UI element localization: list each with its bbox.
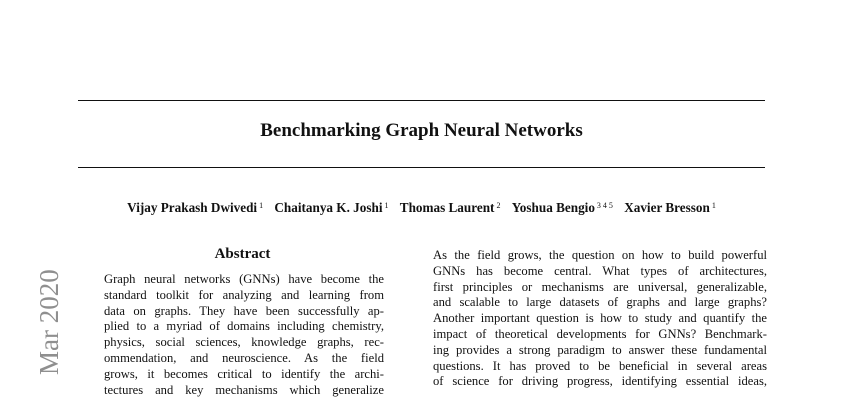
author-affiliation: 3 4 5: [596, 201, 613, 210]
author: Yoshua Bengio $^{3 4 5}$: [511, 200, 613, 215]
introduction-text: [433, 248, 767, 390]
title-rule-top: [78, 100, 765, 101]
arxiv-side-stamp: Mar 2020: [34, 269, 64, 375]
text-line: Another important question is how to study and quantify the: [433, 311, 767, 326]
author-affiliation: 1: [384, 201, 389, 210]
text-line: ing provides a strong paradigm to answer these fundamental: [433, 342, 767, 357]
text-line: data on graphs. They have been successfully ap-: [104, 303, 384, 318]
author: Thomas Laurent $^2$: [399, 200, 501, 215]
text-line: Graph neural networks (GNNs) have become the: [104, 272, 384, 286]
author-affiliation: 2: [496, 201, 501, 210]
text-line: plied to a myriad of domains including chemistry,: [104, 319, 384, 334]
text-line: impact of theoretical developments for GNNs? Benchmark-: [433, 326, 767, 341]
text-line: of science for driving progress, identifying essential ideas,: [433, 374, 767, 389]
text-line: questions. It has proved to be beneficial in several areas: [433, 358, 767, 373]
author-affiliation: 1: [711, 201, 716, 210]
text-line: ommendation, and neuroscience. As the field: [104, 350, 384, 365]
author: Vijay Prakash Dwivedi $^1$: [127, 200, 264, 215]
text-line: GNNs has become central. What types of architectures,: [433, 263, 767, 278]
author-list: [78, 197, 765, 217]
text-line: As the field grows, the question on how to build powerful: [433, 248, 767, 262]
text-line: tectures and key mechanisms which generalize: [104, 382, 384, 397]
author: Chaitanya K. Joshi $^1$: [274, 200, 389, 215]
author: Xavier Bresson $^1$: [624, 200, 716, 215]
abstract-heading: Abstract: [214, 246, 271, 262]
title-rule-bottom: [78, 167, 765, 168]
text-line: standard toolkit for analyzing and learning from: [104, 287, 384, 302]
author-affiliation: 1: [259, 201, 264, 210]
text-line: physics, social sciences, knowledge graphs, rec-: [104, 335, 384, 350]
text-line: and scalable to large datasets of graphs and large graphs?: [433, 295, 767, 310]
text-line: grows, it becomes critical to identify the archi-: [104, 366, 384, 381]
text-line: first principles or mechanisms are universal, generalizable,: [433, 279, 767, 294]
paper-title: Benchmarking Graph Neural Networks: [260, 120, 583, 141]
abstract-text: [104, 272, 384, 398]
